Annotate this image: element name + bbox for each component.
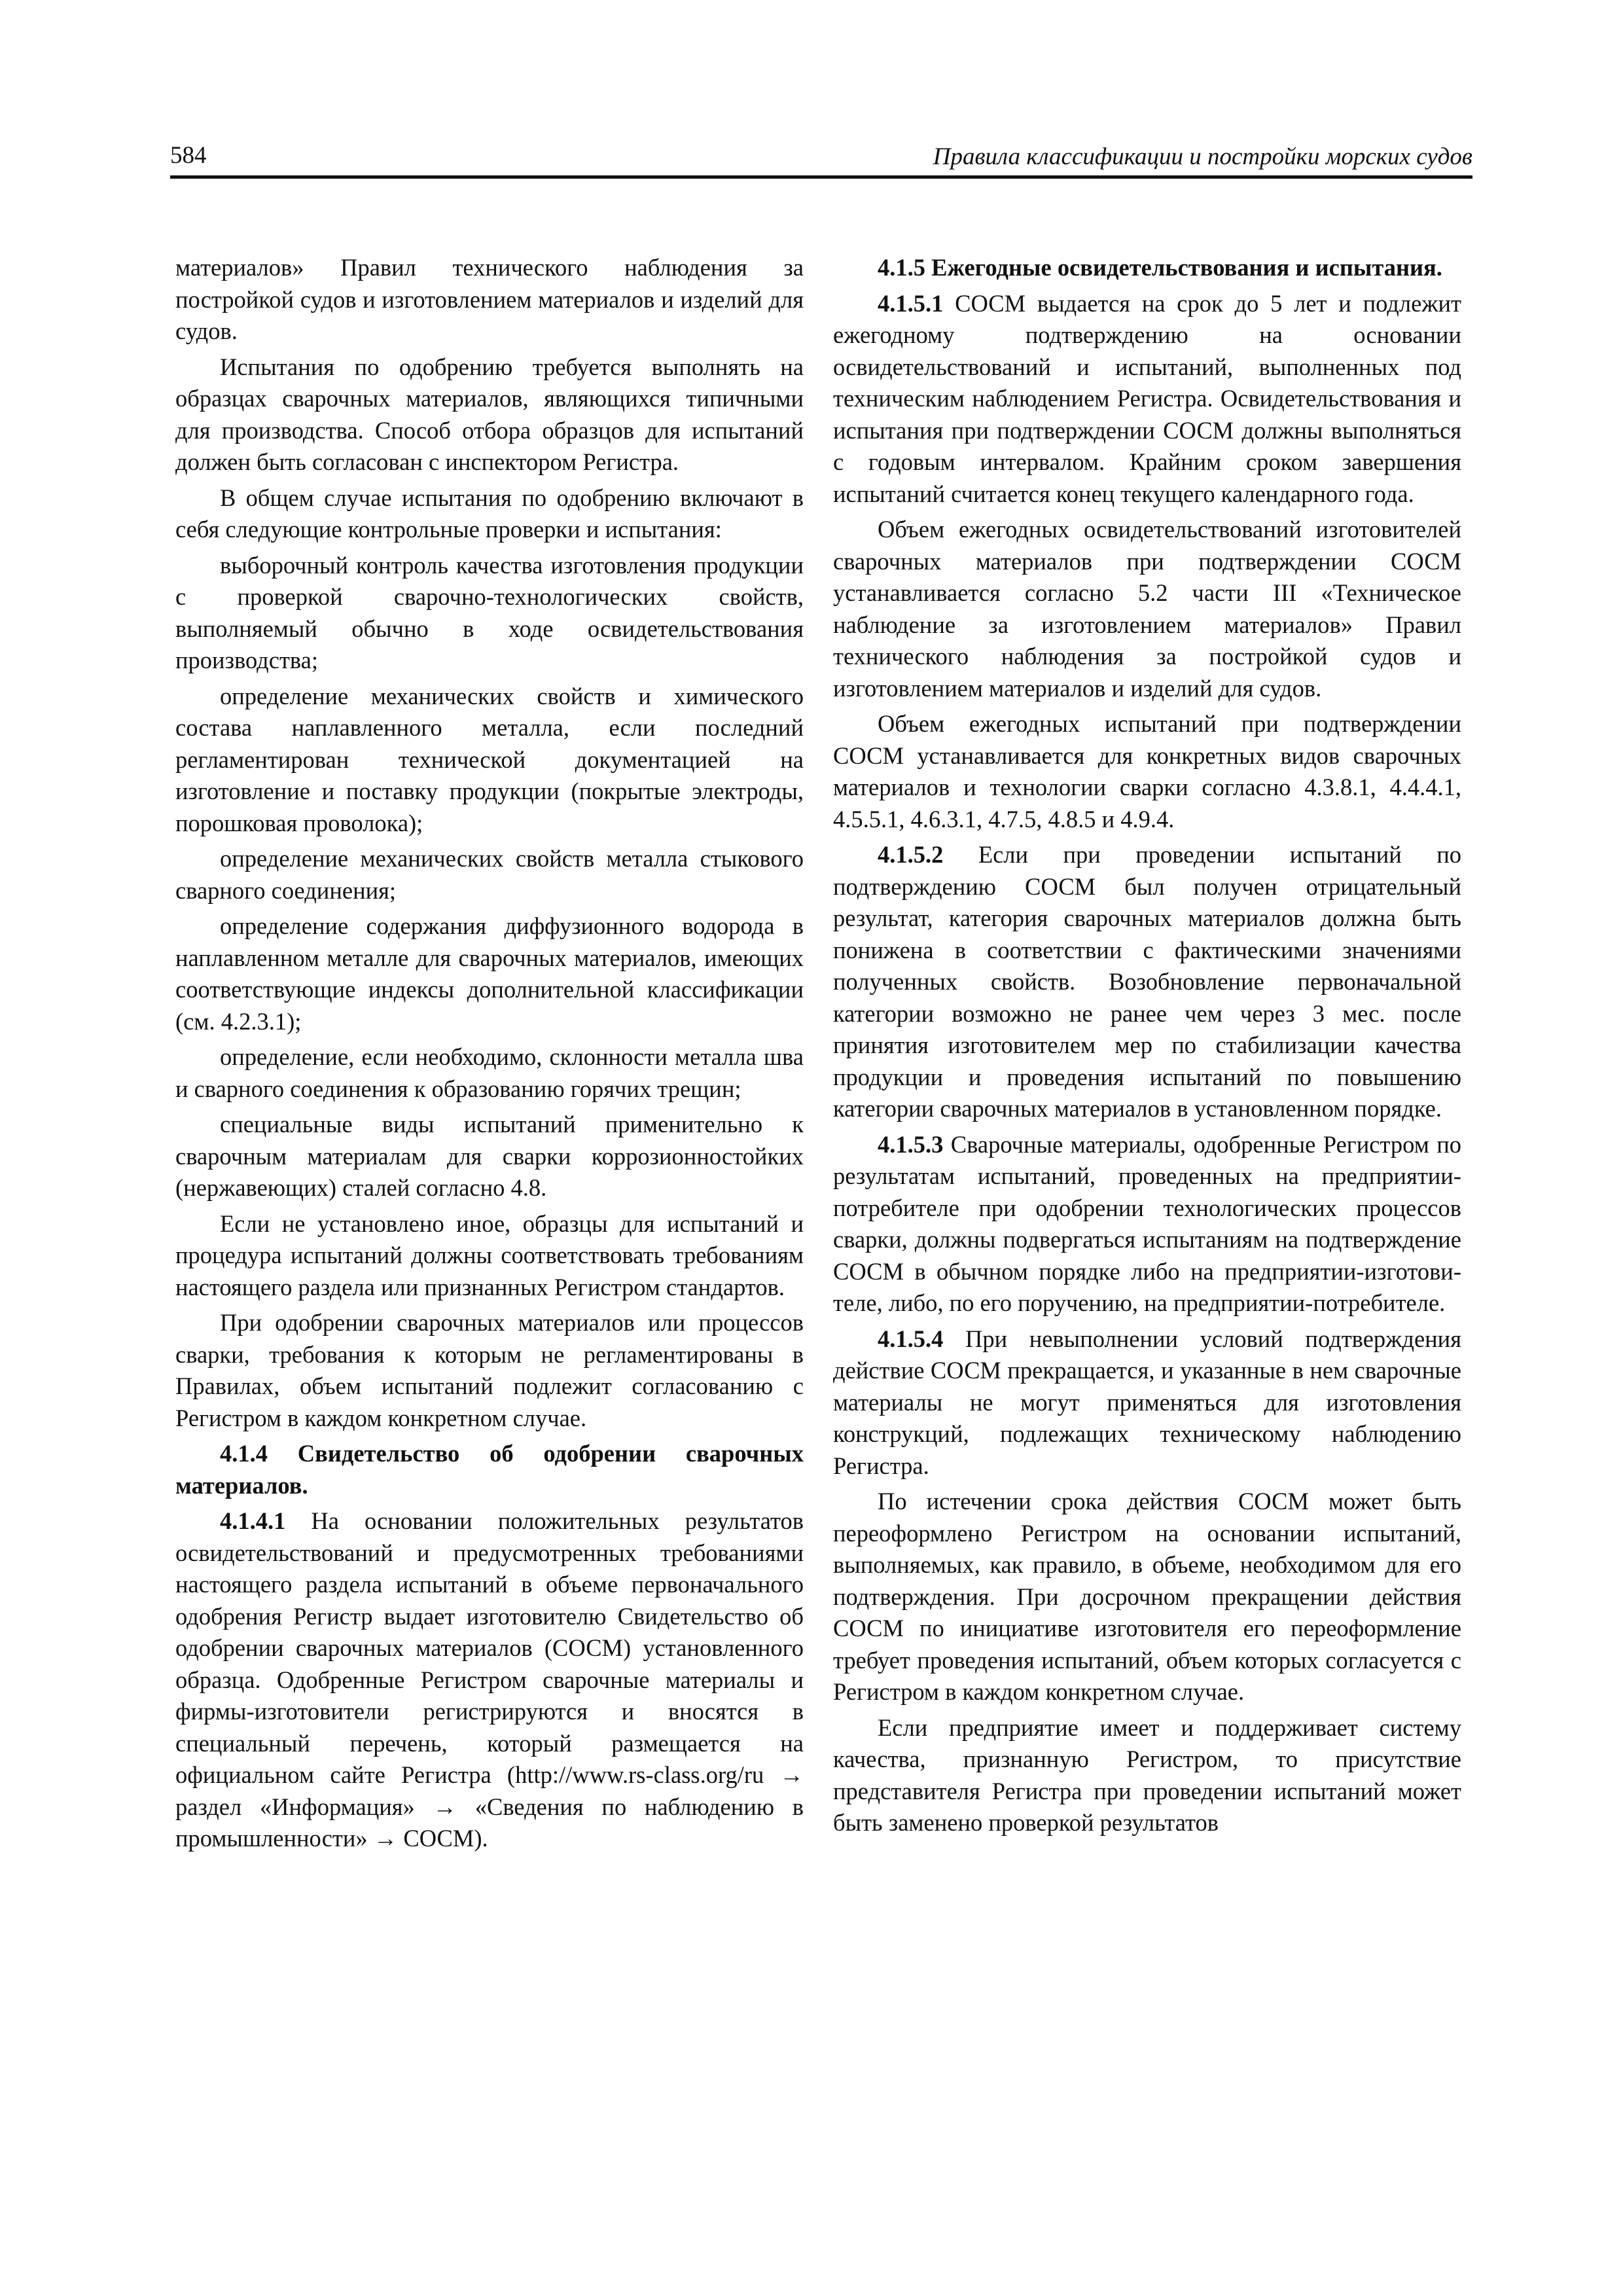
paragraph: материалов» Правил технического наблюдения за постройкой судов и изготовлением материалов и изделий для судов.: [175, 254, 804, 344]
clause: 4.1.5.4 При невыполнении условий подтверждения действие СОСМ прекращается, и указанные в нем сварочные материалы не могут применяться для изготовления конструкций, подлежащих техническому наблюдению Регистра.: [833, 1325, 1461, 1479]
running-title: Правила классификации и постройки морских судов: [933, 143, 1472, 170]
list-item: выборочный контроль качества изготовления продукции с проверкой сварочно-технологических свойств, выполняемый обычно в ходе освидетельствования производства;: [175, 551, 804, 673]
paragraph: Если не установлено иное, образцы для испытаний и процедура испытаний должны соответствовать требованиям настоящего раздела или признанных Регистром стандартов.: [175, 1210, 804, 1300]
list-item: определение, если необходимо, склонности металла шва и сварного соединения к образованию горячих трещин;: [175, 1043, 804, 1102]
list-item: определение механических свойств металла стыкового сварного соединения;: [175, 845, 804, 904]
list-item: специальные виды испытаний применительно к сварочным материалам для сварки коррозионностойких (нержавеющих) сталей согласно 4.8.: [175, 1111, 804, 1201]
paragraph: По истечении срока действия СОСМ может быть переоформлено Регистром на основании испытаний, выполняемых, как правило, в объеме, необходимом для его подтверждения. При досрочном прекращении действия СОСМ по инициативе изготовителя его переоформление требует проведения испытаний, объем которых согласуется с Регистром в каждом конкретном случае.: [833, 1488, 1461, 1705]
clause: 4.1.4.1 На основании положительных результатов освидетельствований и предусмотренных требованиями настоящего раздела испытаний в объеме первоначального одобрения Регистр выдает изготовителю Свидетельство об одобрении сварочных материалов (СОСМ) установленного образца. Одобренные Регистром сварочные материалы и фирмы-изготовители регистрируются и вносятся в специальный перечень, который размещается на официальном сайте Регистра (http://www.rs-class.org/ru → раздел «Информация» → «Сведения по наблюдению в промышленности» → СОСМ).: [175, 1507, 804, 1852]
clause-number: 4.1.4.1: [220, 1507, 286, 1534]
clause: 4.1.5.3 Сварочные материалы, одобренные Регистром по результатам испытаний, проведенных на предприятии-потребителе при одобрении технологических процессов сварки, должны подвергаться испытаниям на подтверждение СОСМ в обычном порядке либо на предприятии-изготовителе, либо, по его поручению, на предприятии-потребителе.: [833, 1130, 1461, 1316]
clause: 4.1.5.2 Если при проведении испытаний по подтверждению СОСМ был получен отрицательный результат, категория сварочных материалов должна быть понижена в соответствии с фактическими значениями полученных свойств. Возобновление первоначальной категории возможно не ранее чем через 3 мес. после принятия изготовителем мер по стабилизации качества продукции и проведения испытаний по повышению категории сварочных материалов в установленном порядке.: [833, 841, 1461, 1122]
right-column: [833, 252, 1461, 1843]
section-heading: 4.1.4 Свидетельство об одобрении сварочных материалов.: [175, 1440, 804, 1499]
paragraph: Если предприятие имеет и поддерживает систему качества, признанную Регистром, то присутствие представителя Регистра при проведении испытаний может быть заменено проверкой результатов: [833, 1713, 1461, 1836]
clause-number: 4.1.5.4: [878, 1325, 944, 1352]
list-item: определение содержания диффузионного водорода в наплавленном металле для сварочных материалов, имеющих соответствующие индексы дополнительной классификации (см. 4.2.3.1);: [175, 912, 804, 1035]
paragraph: В общем случае испытания по одобрению включают в себя следующие контрольные проверки и испытания:: [175, 484, 804, 543]
paragraph: При одобрении сварочных материалов или процессов сварки, требования к которым не регламентированы в Правилах, объем испытаний подлежит согласованию с Регистром в каждом конкретном случае.: [175, 1309, 804, 1431]
clause-number: 4.1.5.1: [878, 289, 944, 317]
paragraph: Объем ежегодных испытаний при подтверждении СОСМ устанавливается для конкретных видов сварочных материалов и технологии сварки согласно 4.3.8.1, 4.4.4.1, 4.5.5.1, 4.6.3.1, 4.7.5, 4.8.5 и 4.9.4.: [833, 710, 1461, 833]
clause: 4.1.5.1 СОСМ выдается на срок до 5 лет и подлежит ежегодному подтверждению на основании освидетельствований и испытаний, выполненных под техническим наблюдением Регистра. Освидетельствования и испытания при подтверждении СОСМ должны выполняться с годовым интервалом. Крайним сроком завершения испытаний считается конец текущего календарного года.: [833, 289, 1461, 507]
paragraph: Испытания по одобрению требуется выполнять на образцах сварочных материалов, являющихся типичными для производства. Способ отбора образцов для испытаний должен быть согласован с инспектором Регистра.: [175, 353, 804, 475]
clause-number: 4.1.5.3: [878, 1130, 944, 1158]
left-column: [175, 252, 804, 1859]
page-header: [170, 137, 1472, 178]
section-heading: 4.1.5 Ежегодные освидетельствования и испытания.: [878, 254, 1442, 281]
page-number: 584: [170, 142, 207, 169]
clause-number: 4.1.5.2: [878, 841, 944, 868]
header-rule: [170, 175, 1472, 179]
paragraph: Объем ежегодных освидетельствований изготовителей сварочных материалов при подтверждении СОСМ устанавливается согласно 5.2 части III «Техническое наблюдение за изготовлением материалов» Правил технического наблюдения за постройкой судов и изготовлением материалов и изделий для судов.: [833, 516, 1461, 702]
list-item: определение механических свойств и химического состава наплавленного металла, если последний регламентирован технической документацией на изготовление и поставку продукции (покрытые электроды, порошковая проволока);: [175, 682, 804, 836]
